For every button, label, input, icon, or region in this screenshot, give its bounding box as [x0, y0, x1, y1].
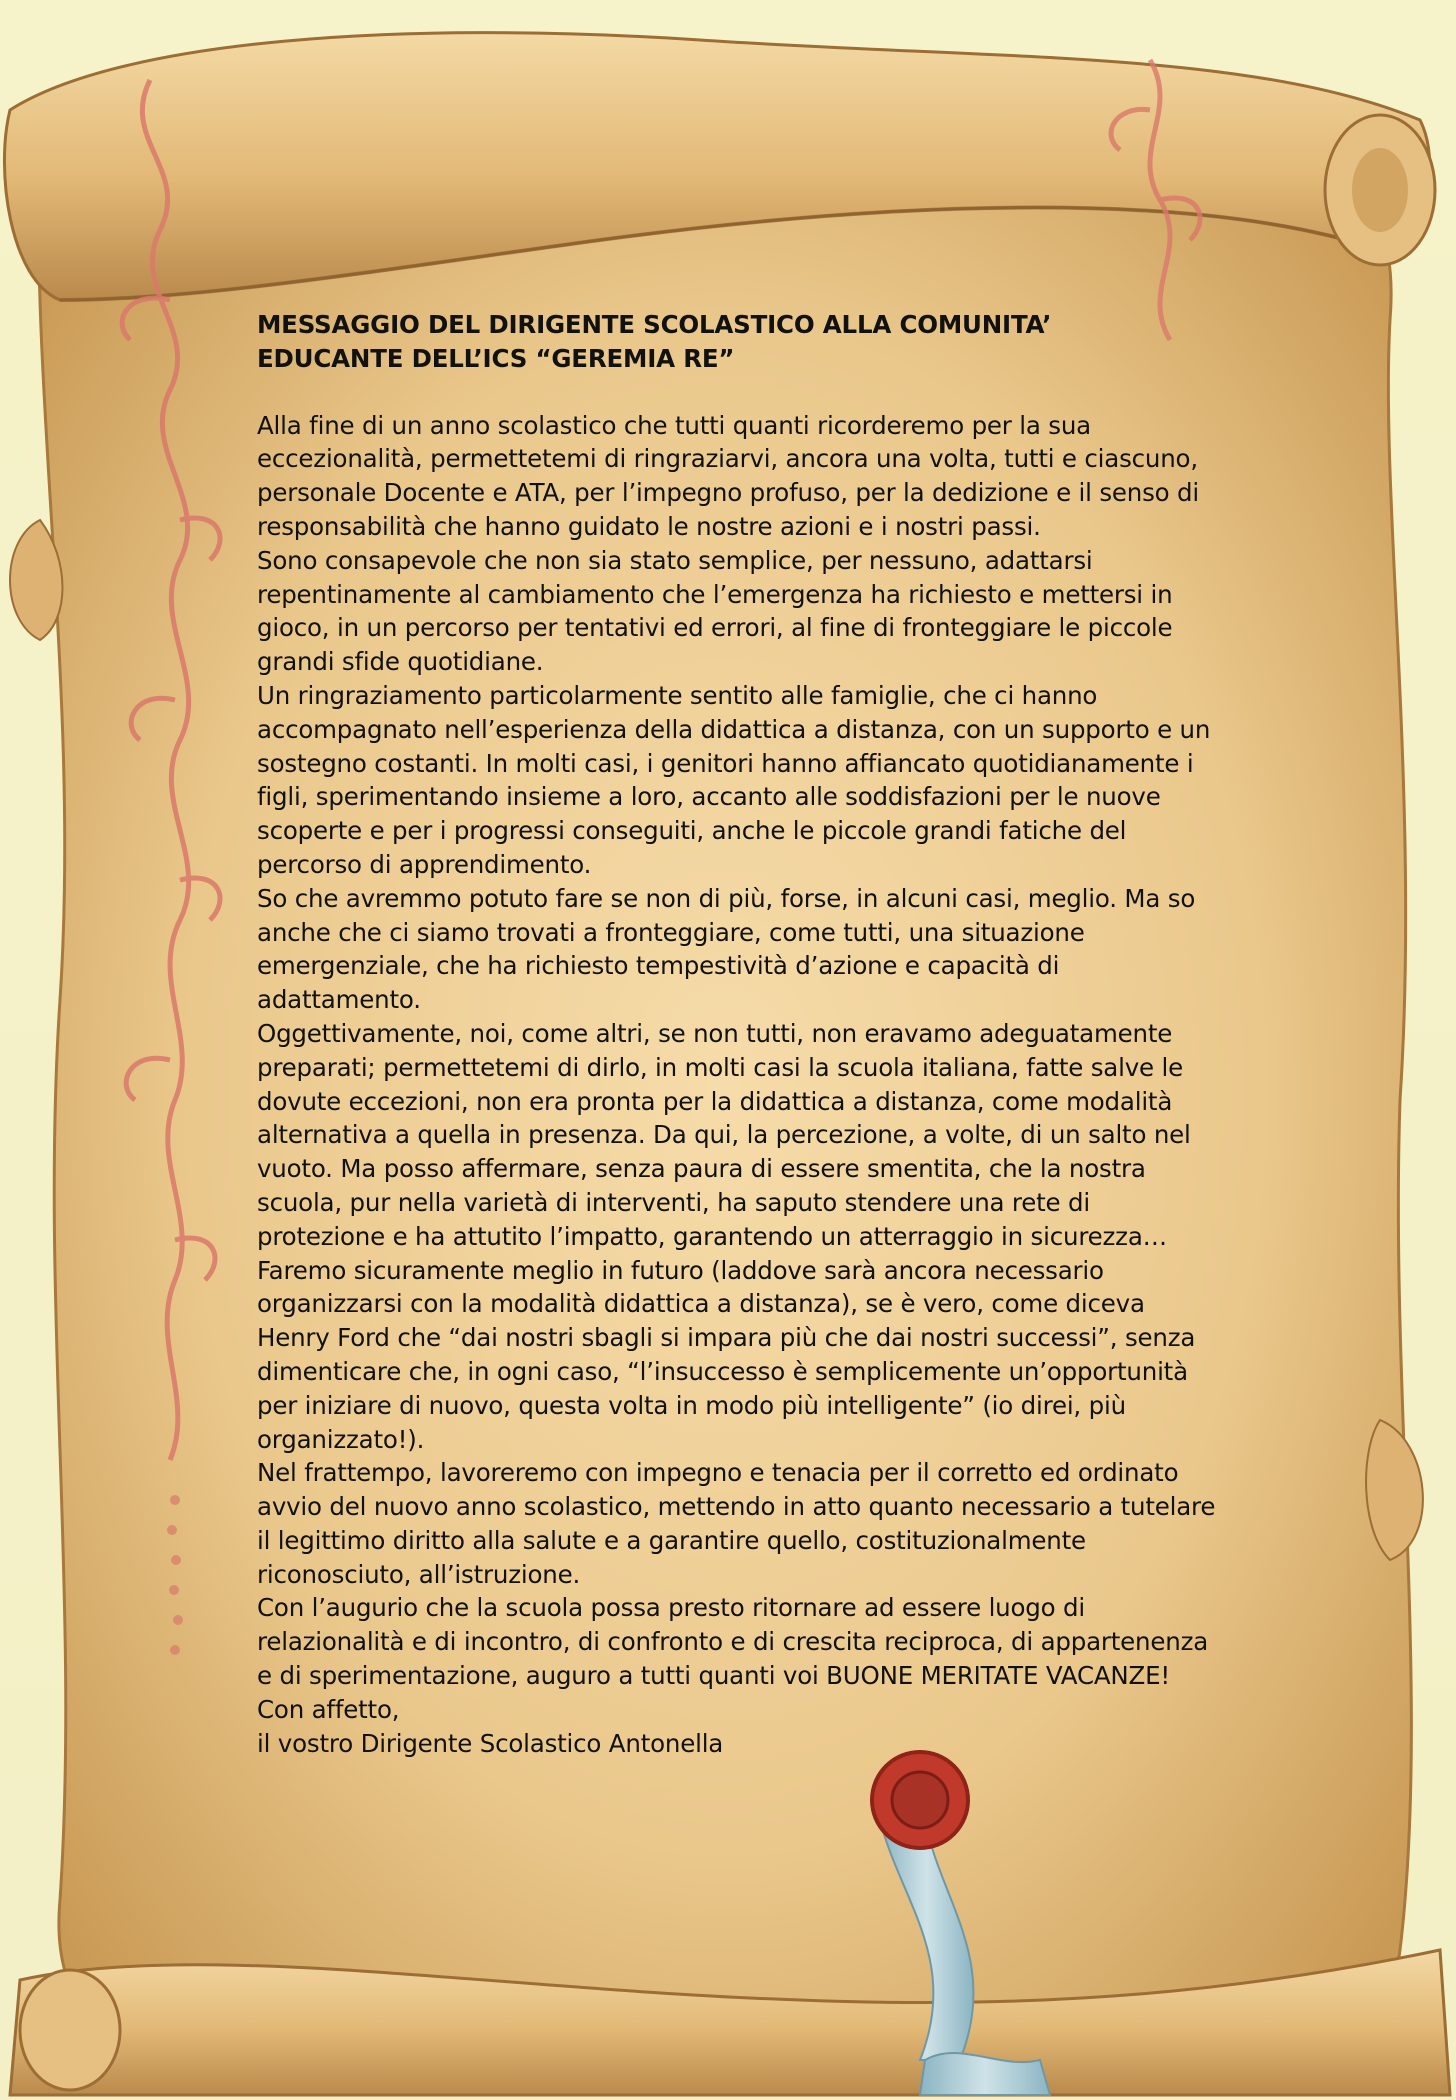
letter-paragraph: Sono consapevole che non sia stato semplice, per nessuno, adattarsi repentinamente al cambiamento che l’emergenza ha richiesto e mettersi in gioco, in un percorso per tentativi ed errori, al fine di fronteggiare le piccole grandi sfide quotidiane.: [257, 545, 1173, 677]
letter-paragraph: Alla fine di un anno scolastico che tutti quanti ricorderemo per la sua eccezionalità, permettetemi di ringraziarvi, ancora una volta, tutti e ciascuno, personale Docente e ATA, per l’impegno profuso, per la dedizione e il senso di responsabilità che hanno guidato le nostre azioni e i nostri passi.: [257, 410, 1200, 541]
letter-closing: Con affetto,: [257, 1694, 400, 1724]
letter-title-line: MESSAGGIO DEL DIRIGENTE SCOLASTICO ALLA COMUNITA’: [257, 310, 1052, 339]
letter-paragraph: Oggettivamente, noi, come altri, se non tutti, non eravamo adeguatamente preparati; permettetemi di dirlo, in molti casi la scuola italiana, fatte salve le dovute eccezioni, non era pronta per la didattica a distanza, come modalità alternativa a quella in presenza. Da qui, la percezione, a volte, di un salto nel vuoto. Ma posso affermare, senza paura di essere smentita, che la nostra scuola, pur nella varietà di interventi, ha saputo stendere una rete di protezione e ha attutito l’impatto, garantendo un atterraggio in sicurezza…: [257, 1018, 1191, 1251]
bottom-roll-end: [20, 1970, 120, 2090]
letter-paragraph: Un ringraziamento particolarmente sentito alle famiglie, che ci hanno accompagnato nell’esperienza della didattica a distanza, con un supporto e un sostegno costanti. In molti casi, i genitori hanno affiancato quotidianamente i figli, sperimentando insieme a loro, accanto alle soddisfazioni per le nuove scoperte e per i progressi conseguiti, anche le piccole grandi fatiche del percorso di apprendimento.: [257, 680, 1211, 879]
letter-signature: il vostro Dirigente Scolastico Antonella: [257, 1728, 724, 1758]
letter-title-line: EDUCANTE DELL’ICS “GEREMIA RE”: [257, 343, 735, 373]
letter-paragraph: Faremo sicuramente meglio in futuro (laddove sarà ancora necessario organizzarsi con la modalità didattica a distanza), se è vero, come diceva Henry Ford che “dai nostri sbagli si impara più che dai nostri successi”, senza dimenticare che, in ogni caso, “l’insuccesso è semplicemente un’opportunità per iniziare di nuovo, questa volta in modo più intelligente” (io direi, più organizzato!).: [257, 1255, 1196, 1454]
letter-paragraph: Nel frattempo, lavoreremo con impegno e tenacia per il corretto ed ordinato avvio del nuovo anno scolastico, mettendo in atto quanto necessario a tutelare il legittimo diritto alla salute e a garantire quello, costituzionalmente riconosciuto, all’istruzione.: [257, 1458, 1216, 1589]
letter-paragraph: So che avremmo potuto fare se non di più, forse, in alcuni casi, meglio. Ma so anche che ci siamo trovati a fronteggiare, come tutti, una situazione emergenziale, che ha richiesto tempestività d’azione e capacità di adattamento.: [257, 883, 1196, 1015]
letter-paragraph: Con l’augurio che la scuola possa presto ritornare ad essere luogo di relazionalità e di incontro, di confronto e di crescita reciproca, di appartenenza e di sperimentazione, auguro a tutti quanti voi BUONE MERITATE VACANZE!: [257, 1593, 1209, 1691]
letter-content: [257, 308, 1217, 1760]
letter-title: [257, 308, 1217, 376]
